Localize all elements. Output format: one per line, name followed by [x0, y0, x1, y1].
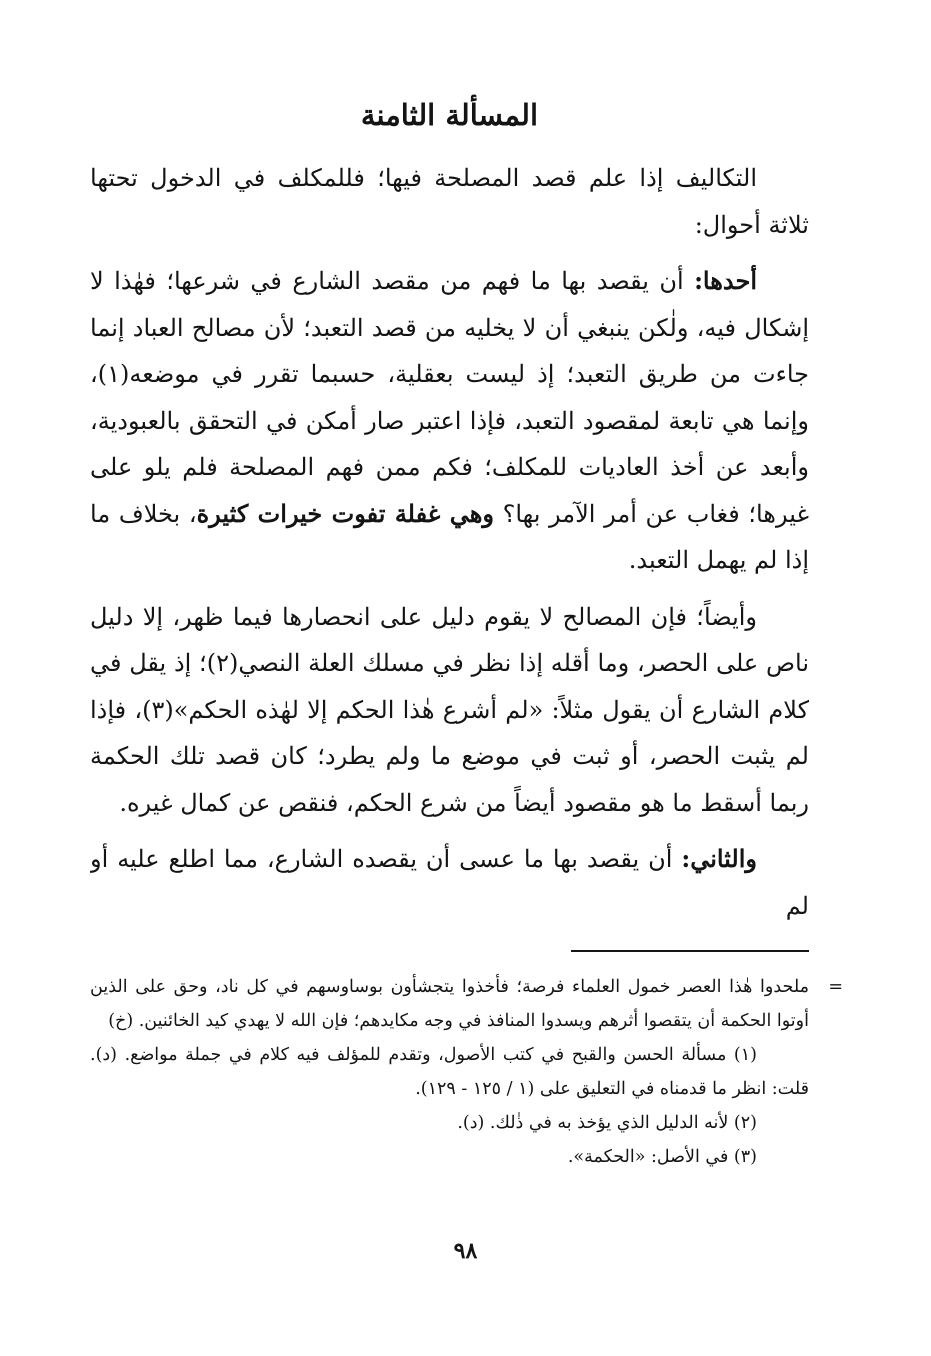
also-text-c: ، فإذا لم يثبت الحصر، أو ثبت في موضع ما ولم يطرد؛ كان قصد تلك الحكمة ربما أسقط ما هو مقصود أيضاً من شرع الحكم، فنقص عن كمال غيره.: [90, 695, 809, 817]
first-state-text-a: أن يقصد بها ما فهم من مقصد الشارع في شرعها؛ فهٰذا لا إشكال فيه، ولٰكن ينبغي أن لا يخليه من قصد التعبد؛ لأن مصالح العباد إنما جاءت من طريق التعبد؛ إذ ليست بعقلية، حسبما تقرر في موضعه: [90, 267, 809, 388]
second-state-text: أن يقصد بها ما عسى أن يقصده الشارع، مما اطلع عليه أو لم: [90, 845, 809, 920]
also-text-a: وأيضاً؛ فإن المصالح لا يقوم دليل على انحصارها فيما ظهر، إلا دليل ناص على الحصر، وما أقله إذا نظر في مسلك العلة النصي: [90, 602, 809, 677]
also-text-b: ؛ إذ يقل في كلام الشارع أن يقول مثلاً: «لم أشرع هٰذا الحكم إلا لهٰذه الحكم»: [90, 649, 809, 724]
paragraph-second-state: [90, 836, 809, 929]
continuation-mark: =: [828, 977, 843, 997]
first-state-bold-phrase: وهي غفلة تفوت خيرات كثيرة: [196, 498, 494, 528]
footnote-separator: [571, 950, 809, 952]
footnote-1: [90, 1038, 809, 1106]
main-body: [90, 155, 809, 950]
footnote-ref-1: (١): [97, 360, 130, 388]
footnote-continued-text: ملحدوا هٰذا العصر خمول العلماء فرصة؛ فأخذوا يتجشأون بوساوسهم في كل ناد، وحق على الذين أوتوا الحكمة أن يتقصوا أثرهم ويسدوا المنافذ في وجه مكايدهم؛ فإن الله لا يهدي كيد الخائنين. (خ): [90, 977, 809, 1031]
footnote-ref-2: (٢): [206, 649, 239, 677]
footnote-ref-3: (٣): [142, 695, 174, 724]
first-state-text-b: ، وإنما هي تابعة لمقصود التعبد، فإذا اعتبر صار أمكن في التحقق بالعبودية، وأبعد عن أخذ العاديات للمكلف؛ فكم ممن فهم المصلحة فلم يلو على غيرها؛ فغاب عن أمر الآمر بها؟: [90, 360, 809, 528]
page-title: المسألة الثامنة: [360, 98, 539, 132]
paragraph-intro: [90, 155, 809, 248]
footnote-2-text: (٢) لأنه الدليل الذي يؤخذ به في ذٰلك. (د).: [457, 1113, 757, 1133]
second-state-lead: والثاني:: [681, 844, 757, 873]
footnote-2: [90, 1106, 809, 1140]
footnote-1-text: (١) مسألة الحسن والقبح في كتب الأصول، وتقدم للمؤلف فيه كلام في جملة مواضع. (د). قلت: انظر ما قدمناه في التعليق على (١ / ١٢٥ - ١٢٩).: [90, 1045, 809, 1099]
first-state-text-c: ، بخلاف ما إذا لم يهمل التعبد.: [90, 499, 809, 574]
footnote-continued: [90, 970, 843, 1038]
paragraph-intro-text: التكاليف إذا علم قصد المصلحة فيها؛ فللمكلف في الدخول تحتها ثلاثة أحوال:: [90, 164, 809, 239]
footnote-3-text: (٣) في الأصل: «الحكمة».: [567, 1147, 757, 1167]
first-state-lead: أحدها:: [694, 266, 757, 295]
footnote-3: [90, 1140, 809, 1174]
paragraph-also: [90, 594, 809, 827]
page-number: ٩٨: [453, 1238, 478, 1264]
paragraph-first-state: [90, 258, 809, 584]
footnotes: [90, 970, 843, 1174]
